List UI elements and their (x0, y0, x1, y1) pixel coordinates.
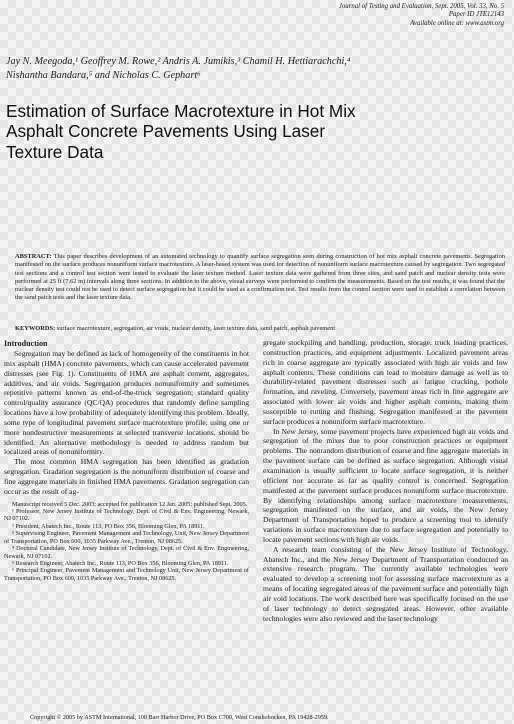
left-column (4, 338, 249, 582)
paper-id: Paper ID JTE12143 (448, 11, 504, 19)
title-line-2: Asphalt Concrete Pavements Using Laser (6, 121, 326, 142)
footnote-1: ¹ Professor, New Jersey Institute of Technology, Dept. of Civil & Env. Engineering, Newark, NJ 07102. (4, 508, 249, 523)
body-paragraph: gregate stockpiling and handling, production, storage, truck loading practices, construction practices, and equipment adjustments. Localized pavement areas rich in coarse aggregate are typically associated with high air voids and low asphalt contents. These conditions can lead to moisture damage as well as to durability-related pavement distresses such as fatigue cracking, pothole formation, and raveling. Conversely, pavement areas rich in fine aggregate are associated with lower air voids and higher asphalt contents, making them susceptible to rutting and flushing. Segregation manifested at the pavement surface produces a nonuniform surface macrotexture. (263, 338, 508, 426)
body-paragraph: The most common HMA segregation has been identified as gradation segregation. Gradation segregation is the nonuniform distribution of coarse and fine aggregate materials in finished HMA pavements. Gradation segregation can occur as the result of ag- (4, 457, 249, 496)
body-paragraph: A research team consisting of the New Jersey Institute of Technology, Abatech Inc., and the New Jersey Department of Transportation conducted an extensive research program. The currently available technologies were evaluated to develop a screening tool for assessing surface macrotexture as a means of locating segregated areas of the pavement surface and potentially high air void locations. The work described here was specifically focused on the use of laser technology to detect segregated areas. However, other available technologies were also reviewed and the laser technology (263, 544, 508, 623)
author-list (6, 55, 506, 82)
footnote-2: ² President, Abatech Inc., Route 113, PO Box 356, Blooming Glen, PA 18911. (12, 522, 205, 530)
author-line-2: Nishantha Bandara,⁵ and Nicholas C. Gephart⁶ (6, 69, 201, 81)
title-line-1: Estimation of Surface Macrotexture in Hot Mix (6, 101, 356, 121)
abstract-label: ABSTRACT: (15, 253, 52, 260)
section-heading-introduction: Introduction (4, 339, 48, 348)
keywords (15, 325, 505, 333)
keywords-label: KEYWORDS: (15, 325, 56, 332)
publication-info (244, 3, 504, 28)
abstract (15, 253, 505, 303)
footnotes (4, 501, 249, 582)
availability-note: Available online at: www.astm.org (410, 19, 504, 27)
footnote-received: Manuscript received 5 Dec. 2003; accepted for publication 12 Jan. 2005; published Sept. 2005. (12, 500, 248, 508)
copyright-footer: Copyright © 2005 by ASTM International, 100 Barr Harbor Drive, PO Box C700, West Conshohocken, PA 19428-2959. (30, 714, 329, 721)
title-line-3: Texture Data (6, 141, 104, 162)
journal-citation: Journal of Testing and Evaluation, Sept. 2005, Vol. 33, No. 5 (338, 3, 504, 10)
footnote-4: ⁴ Doctoral Candidate, New Jersey Institute of Technology, Dept. of Civil & Env. Engineering, Newark, NJ 07102. (4, 545, 249, 560)
body-paragraph: Segregation may be defined as lack of homogeneity of the constituents in hot mix asphalt (HMA) concrete pavements, which can cause accelerated pavement distresses (see Fig. 1). Constituents of HMA are asphalt cement, aggregates, additives, and air voids. Segregation produces nonuniformity and sometimes repetitive patterns known as end-of-the-truck segregation; standard quality control/quality assurance (QC/QA) procedures that randomly define sampling locations have a low probability of adequately identifying this problem. Ideally, some type of longitudinal pavement surface macrotexture profile, using one or more nondestructive measurements at selected transverse locations, should be identified. An alternative methodology is needed to address random but localized areas of nonuniformity. (4, 349, 249, 457)
paper-title (6, 101, 506, 162)
author-line-1: Jay N. Meegoda,¹ Geoffrey M. Rowe,² Andris A. Jumikis,³ Chamil H. Hettiarachchi,⁴ (6, 56, 351, 67)
footnote-3: ³ Supervising Engineer, Pavement Management and Technology, Unit, New Jersey Department of Transportation, PO Box 600, 1035 Parkway Ave., Trenton, NJ 08625. (4, 530, 249, 545)
body-paragraph: In New Jersey, some pavement projects have experienced high air voids and segregation of the mixes due to poor construction practices or equipment problems. The nonrandom distribution of coarse and fine aggregate materials in the pavement surface can be defined as surface segregation. Although visual examination is usually sufficient to locate surface segregation, it is neither efficient nor accurate as far as quality control is concerned. Segregation manifested at the pavement surface produces nonuniform surface macrotexture. By identifying relationships among surface macrotexture measurements, segregation manifested on the surface, and air voids, the New Jersey Department of Transportation hoped to produce a screening tool to identify variations in surface macrotexture due to surface segregation and potentially to locate pavement sections with high air voids. (263, 426, 508, 544)
footnote-6: ⁶ Principal Engineer, Pavement Management and Technology Unit, New Jersey Department of Transportation, PO Box 600, 1035 Parkway Ave., Trenton, NJ 08625. (4, 567, 249, 582)
footnote-5: ⁵ Research Engineer, Abatech Inc., Route 113, PO Box 356, Blooming Glen, PA 18911. (12, 559, 229, 567)
abstract-text: This paper describes development of an automated technology to quantify surface segregation seen during construction of hot mix asphalt concrete pavements. Segregation manifested on the surface produces nonuniform surface macrotexture. A laser-based system was used for detection of nonuniform surface macrotexture caused by segregation. Two segregated test sections and a control test section were tested to evaluate the laser texture method. Laser texture data were gathered from three sites, and sand patch and nuclear density tests were performed at 25 ft (7.62 m) intervals along three sections. In addition to the above, visual surveys were performed to confirm the measurements. Based on the test results, it was found that the nuclear density test could not be used to detect surface segregation but it could be used as a confirmation test. Test results from the control section were used to establish a correlation between the sand patch tests and the laser texture data. (15, 253, 505, 302)
keywords-text: surface macrotexture, segregation, air voids, nuclear density, laser texture data, sand patch, asphalt pavement (56, 325, 336, 332)
right-column (263, 338, 508, 623)
